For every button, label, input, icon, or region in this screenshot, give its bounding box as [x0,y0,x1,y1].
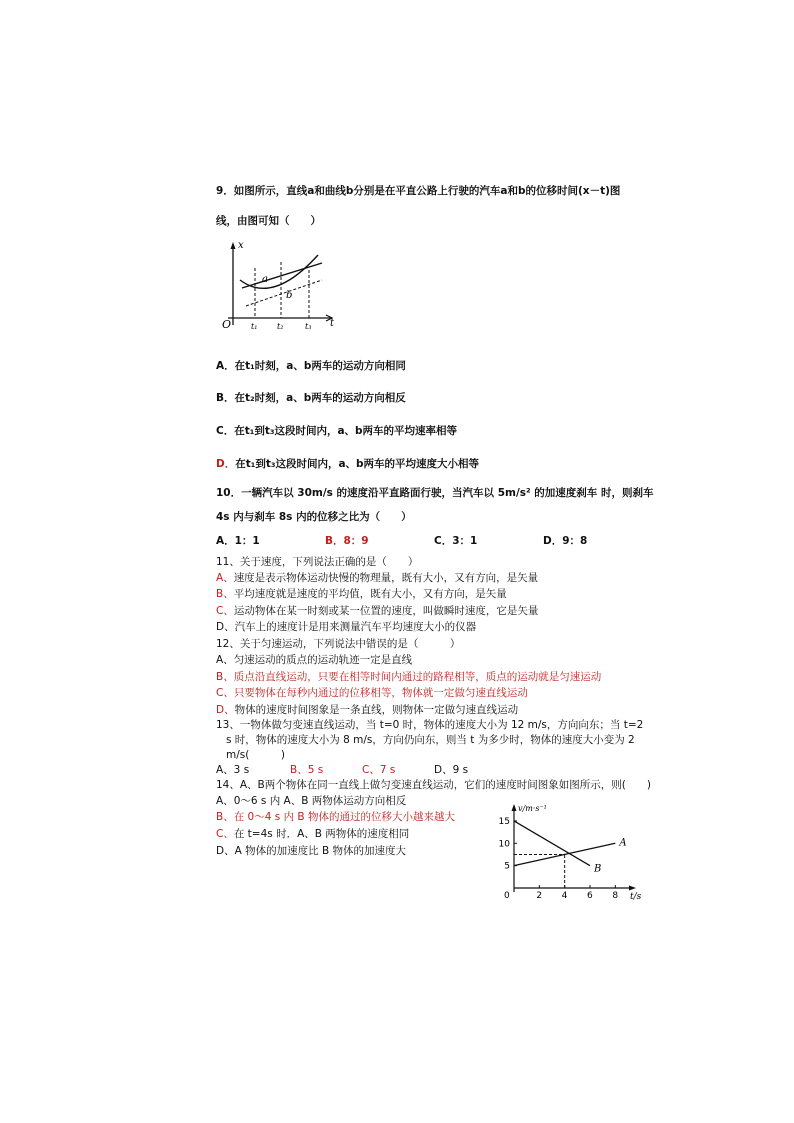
q14-option-a [216,795,406,808]
q14-series-label-a: A [619,837,627,849]
q14-series-label-b: B [594,863,602,875]
q13-stem-line3: m/s( ) [226,749,285,761]
q11-option-d-letter: D、 [216,621,235,633]
q14-option-d-text: A 物体的加速度比 B 物体的加速度大 [234,845,406,857]
q9-option-a-text: 在t₁时刻，a、b两车的运动方向相同 [234,360,406,372]
q9-tick-t2: t₂ [277,322,284,331]
q13-option-b: B、5 s [290,764,324,776]
q11-option-d-text: 汽车上的速度计是用来测量汽车平均速度大小的仪器 [234,621,477,633]
q9-option-b [216,392,406,405]
q9-curve-b [240,255,318,288]
q9-t-label: t [330,318,335,329]
q13-option-d: D、9 s [434,764,469,776]
q14-option-a-letter: A、 [216,795,234,807]
q14-v-axis-arrow [512,804,517,811]
q13-stem-line1: 13、一物体做匀变速直线运动，当 t=0 时，物体的速度大小为 12 m/s，方向向东；当 t=2 [216,719,644,731]
q14-option-b-letter: B、 [216,811,234,823]
q14-series-line-b [514,821,590,866]
q14-x-tick-label: 2 [536,891,543,900]
q11-option-a-letter: A、 [216,572,234,584]
q10-option-b: B．8：9 [325,535,369,547]
q14-y-tick-label: 15 [498,816,510,827]
q12-option-d-letter: D、 [216,704,235,716]
q11-option-d [216,621,476,634]
q12-option-c-letter: C、 [216,687,234,699]
q13-option-c: C、7 s [362,764,396,776]
q11-option-c-text: 运动物体在某一时刻或某一位置的速度，叫做瞬时速度，它是矢量 [233,605,539,617]
q11-option-b-text: 平均速度就是速度的平均值，既有大小，又有方向，是矢量 [233,588,507,600]
q12-option-b-letter: B、 [216,671,234,683]
q12-option-a [216,654,412,667]
q14-option-b [216,811,455,824]
q14-option-a-text: 0～6 s 内 A、B 两物体运动方向相反 [233,795,407,807]
q11-option-a-text: 速度是表示物体运动快慢的物理量，既有大小，又有方向，是矢量 [233,572,539,584]
q14-option-d [216,845,406,858]
q11-option-c [216,605,538,618]
q9-option-a-letter: A． [216,360,235,372]
q14-option-c-letter: C、 [216,828,234,840]
q14-y-tick-label: 10 [498,839,510,850]
q12-stem: 12、关于匀速运动，下列说法中错误的是（ ） [216,638,461,650]
q9-option-c-letter: C． [216,425,235,437]
q9-option-c-text: 在t₁到t₃这段时间内，a、b两车的平均速率相等 [234,425,458,437]
q11-option-b-letter: B、 [216,588,234,600]
q10-option-d: D．9：8 [543,535,588,547]
q9-xt-figure [218,240,338,332]
q10-stem-line1: 10．一辆汽车以 30m/s 的速度沿平直路面行驶，当汽车以 5m/s² 的加速度刹车 时，则刹车 [216,487,654,499]
q12-option-b-text: 质点沿直线运动，只要在相等时间内通过的路程相等，质点的运动就是匀速运动 [233,671,602,683]
q14-xlabel: t/s [630,892,642,900]
q12-option-c-text: 只要物体在每秒内通过的位移相等，物体就一定做匀速直线运动 [233,687,528,699]
q9-option-d [216,458,479,471]
q14-option-d-letter: D、 [216,845,235,857]
q9-tick-t3: t₃ [305,322,312,331]
q9-option-b-letter: B． [216,392,235,404]
q9-b-label: b [286,290,293,301]
q14-x-tick-label: 4 [561,891,568,900]
q13-stem-line2: s 时，物体的速度大小为 8 m/s，方向仍向东，则当 t 为多少时，物体的速度大小变为 2 [226,734,635,746]
q9-option-b-text: 在t₂时刻，a、b两车的运动方向相反 [234,392,406,404]
q9-a-label: a [262,274,268,285]
q9-option-d-letter: D． [216,458,236,470]
q12-option-d-text: 物体的速度时间图象是一条直线，则物体一定做匀速直线运动 [234,704,519,716]
q12-option-b [216,671,601,684]
q11-stem: 11、关于速度，下列说法正确的是（ ） [216,556,419,568]
q9-stem-line2: 线，由图可知（ ） [216,215,321,227]
q10-stem-line2: 4s 内与刹车 8s 内的位移之比为（ ） [216,511,412,523]
q14-ylabel: v/m·s⁻¹ [518,804,547,813]
q14-stem: 14、A、B两个物体在同一直线上做匀变速直线运动，它们的速度时间图象如图所示，则( ) [216,779,651,791]
q11-option-c-letter: C、 [216,605,234,617]
q14-x-tick-label: 0 [504,891,510,900]
q9-x-axis-arrow [231,242,236,249]
q12-option-a-text: 匀速运动的质点的运动轨迹一定是直线 [233,654,413,666]
q14-x-tick-label: 6 [587,891,593,900]
q12-option-a-letter: A、 [216,654,234,666]
q14-x-tick-label: 8 [612,891,619,900]
q14-option-b-text: 在 0～4 s 内 B 物体的通过的位移大小越来越大 [233,811,455,823]
q14-option-c [216,828,409,841]
q11-option-a [216,572,538,585]
q9-stem-line1: 9．如图所示，直线a和曲线b分别是在平直公路上行驶的汽车a和b的位移时间(x－t)图 [216,185,621,197]
q9-option-a [216,360,406,373]
q12-option-d [216,704,518,717]
q14-option-c-text: 在 t=4s 时．A、B 两物体的速度相同 [233,828,410,840]
q9-option-d-text: 在t₁到t₃这段时间内，a、b两车的平均速度大小相等 [235,458,480,470]
q10-option-a: A．1：1 [216,535,260,547]
q14-y-tick-label: 5 [504,861,510,872]
q14-t-axis-arrow [629,886,636,891]
q9-x-label: x [238,240,244,251]
q9-option-c [216,425,457,438]
q14-vt-chart [494,800,644,900]
q10-option-c: C．3：1 [434,535,478,547]
q9-tick-t1: t₁ [251,322,258,331]
q12-option-c [216,687,528,700]
q11-option-b [216,588,507,601]
q9-origin-label: O [222,318,232,331]
q13-option-a: A、3 s [216,764,250,776]
